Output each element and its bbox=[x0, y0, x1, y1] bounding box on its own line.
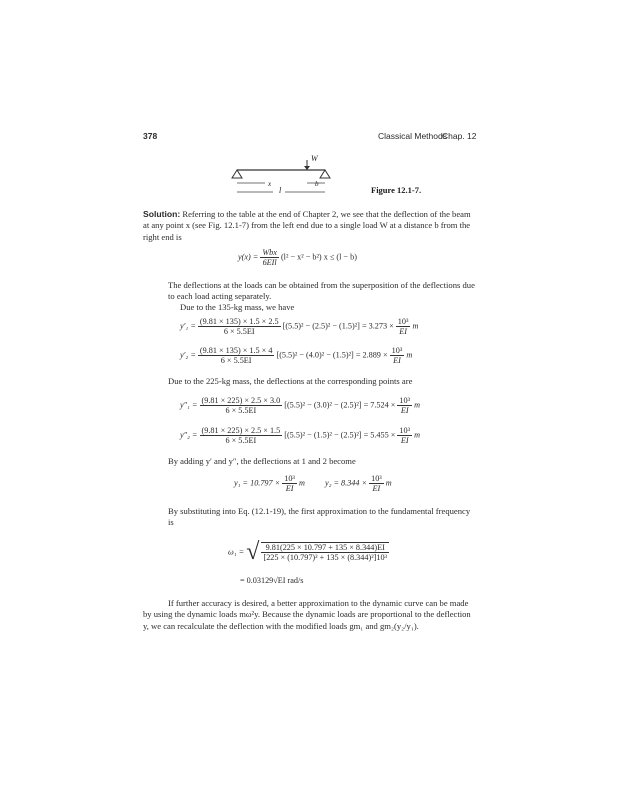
mass-135-paragraph: Due to the 135-kg mass, we have bbox=[180, 302, 295, 312]
frequency-equation bbox=[228, 540, 389, 564]
eq-general-den: 6EIl bbox=[262, 258, 277, 267]
eq-sum-y1-den: EI bbox=[285, 484, 294, 493]
figure-x-label: x bbox=[268, 180, 272, 188]
eq3-lhs: y″₁ = bbox=[180, 400, 198, 410]
eq2-sci-num: 10³ bbox=[391, 346, 403, 355]
mass-225-paragraph: Due to the 225-kg mass, the deflections at the corresponding points are bbox=[168, 376, 413, 386]
general-deflection-equation bbox=[238, 248, 357, 267]
solution-text: Referring to the table at the end of Chapter 2, we see that the deflection of the beam at any point x (see Fig. 12.1-7) from the left end due to a single load W at a distance b from the right end is bbox=[143, 209, 471, 242]
eq3-num: (9.81 × 225) × 2.5 × 3.0 bbox=[201, 396, 281, 405]
eq4-rhs: [(5.5)² − (1.5)² − (2.5)²] = 5.455 × bbox=[284, 430, 396, 440]
eq1-lhs: y′₁ = bbox=[180, 321, 196, 331]
substituting-paragraph: By substituting into Eq. (12.1-19), the first approximation to the fundamental frequency is bbox=[168, 506, 471, 528]
eq1-sci-num: 10³ bbox=[397, 317, 409, 326]
eq-sum-y1-unit: m bbox=[298, 478, 305, 488]
eq-sum-y2-num: 10³ bbox=[371, 474, 382, 483]
eq1-rhs: [(5.5)² − (2.5)² − (1.5)²] = 3.273 × bbox=[282, 321, 394, 331]
total-deflection-equation bbox=[234, 474, 392, 493]
page-number: 378 bbox=[143, 131, 158, 141]
eq-general-num: Wbx bbox=[262, 248, 277, 257]
figure-caption: Figure 12.1-7. bbox=[371, 185, 422, 195]
frequency-result: = 0.03129√EI rad/s bbox=[240, 576, 304, 585]
load-arrowhead-icon bbox=[304, 166, 310, 170]
eq1-den: 6 × 5.5EI bbox=[223, 327, 255, 336]
deflection-equation-3 bbox=[180, 396, 420, 415]
eq-sum-y1-num: 10³ bbox=[284, 474, 295, 483]
superposition-paragraph: The deflections at the loads can be obtained from the superposition of the deflections due to each load acting separately. bbox=[168, 280, 475, 302]
eq3-sci-num: 10³ bbox=[399, 396, 411, 405]
figure-b-label: b bbox=[315, 180, 319, 188]
solution-label: Solution: bbox=[143, 209, 181, 219]
solution-paragraph bbox=[143, 209, 478, 243]
eq-sum-y1: y₁ = 10.797 × bbox=[234, 478, 281, 488]
eq2-den: 6 × 5.5EI bbox=[220, 356, 252, 365]
running-chapter-label: Chap. 12 bbox=[442, 131, 477, 141]
eq-omega-num: 9.81(225 × 10.797 + 135 × 8.344)EI bbox=[261, 543, 389, 553]
right-support-icon bbox=[320, 170, 330, 178]
eq4-unit: m bbox=[414, 430, 421, 440]
eq2-num: (9.81 × 135) × 1.5 × 4 bbox=[199, 346, 273, 355]
eq4-lhs: y″₂ = bbox=[180, 430, 198, 440]
eq3-unit: m bbox=[414, 400, 421, 410]
eq2-lhs: y′₂ = bbox=[180, 350, 196, 360]
eq3-rhs: [(5.5)² − (3.0)² − (2.5)²] = 7.524 × bbox=[284, 400, 396, 410]
eq4-sci-num: 10³ bbox=[399, 426, 411, 435]
eq-general-rhs: (l² − x² − b²) x ≤ (l − b) bbox=[280, 252, 357, 262]
eq-omega-den: [225 × (10.797)² + 135 × (8.344)²]10³ bbox=[263, 553, 388, 562]
running-section-title: Classical Methods bbox=[378, 131, 447, 141]
further-accuracy-paragraph: If further accuracy is desired, a better approximation to the dynamic curve can be made by using the dynamic loads mω²y. Because the dynamic loads are proportional to the deflection y, we can recalculate the deflection with the modified loads gm₁ and gm₂(y₂/y₁). bbox=[143, 598, 471, 631]
eq-sum-y2-unit: m bbox=[385, 478, 392, 488]
eq2-sci-den: EI bbox=[393, 356, 401, 365]
deflection-equation-2 bbox=[180, 346, 412, 365]
beam-figure bbox=[225, 152, 345, 196]
figure-load-label: W bbox=[311, 154, 318, 163]
eq1-unit: m bbox=[412, 321, 419, 331]
eq-sum-y2: y₂ = 8.344 × bbox=[324, 478, 368, 488]
adding-paragraph: By adding y′ and y″, the deflections at 1 and 2 become bbox=[168, 456, 356, 466]
eq-general-lhs: y(x) = bbox=[238, 252, 259, 262]
eq4-sci-den: EI bbox=[400, 436, 409, 445]
eq-sum-y2-den: EI bbox=[372, 484, 381, 493]
eq3-den: 6 × 5.5EI bbox=[225, 406, 257, 415]
eq2-unit: m bbox=[406, 350, 413, 360]
eq4-num: (9.81 × 225) × 2.5 × 1.5 bbox=[201, 426, 281, 435]
eq1-sci-den: EI bbox=[399, 327, 407, 336]
figure-span-label: l bbox=[279, 186, 282, 195]
eq4-den: 6 × 5.5EI bbox=[225, 436, 257, 445]
deflection-equation-4 bbox=[180, 426, 420, 445]
eq2-rhs: [(5.5)² − (4.0)² − (1.5)²] = 2.889 × bbox=[276, 350, 388, 360]
eq1-num: (9.81 × 135) × 1.5 × 2.5 bbox=[199, 317, 279, 326]
radical-icon: √ bbox=[246, 539, 260, 565]
eq-omega-lhs: ω₁ = bbox=[228, 547, 245, 557]
left-support-icon bbox=[232, 170, 242, 178]
deflection-equation-1 bbox=[180, 317, 418, 336]
eq3-sci-den: EI bbox=[400, 406, 409, 415]
